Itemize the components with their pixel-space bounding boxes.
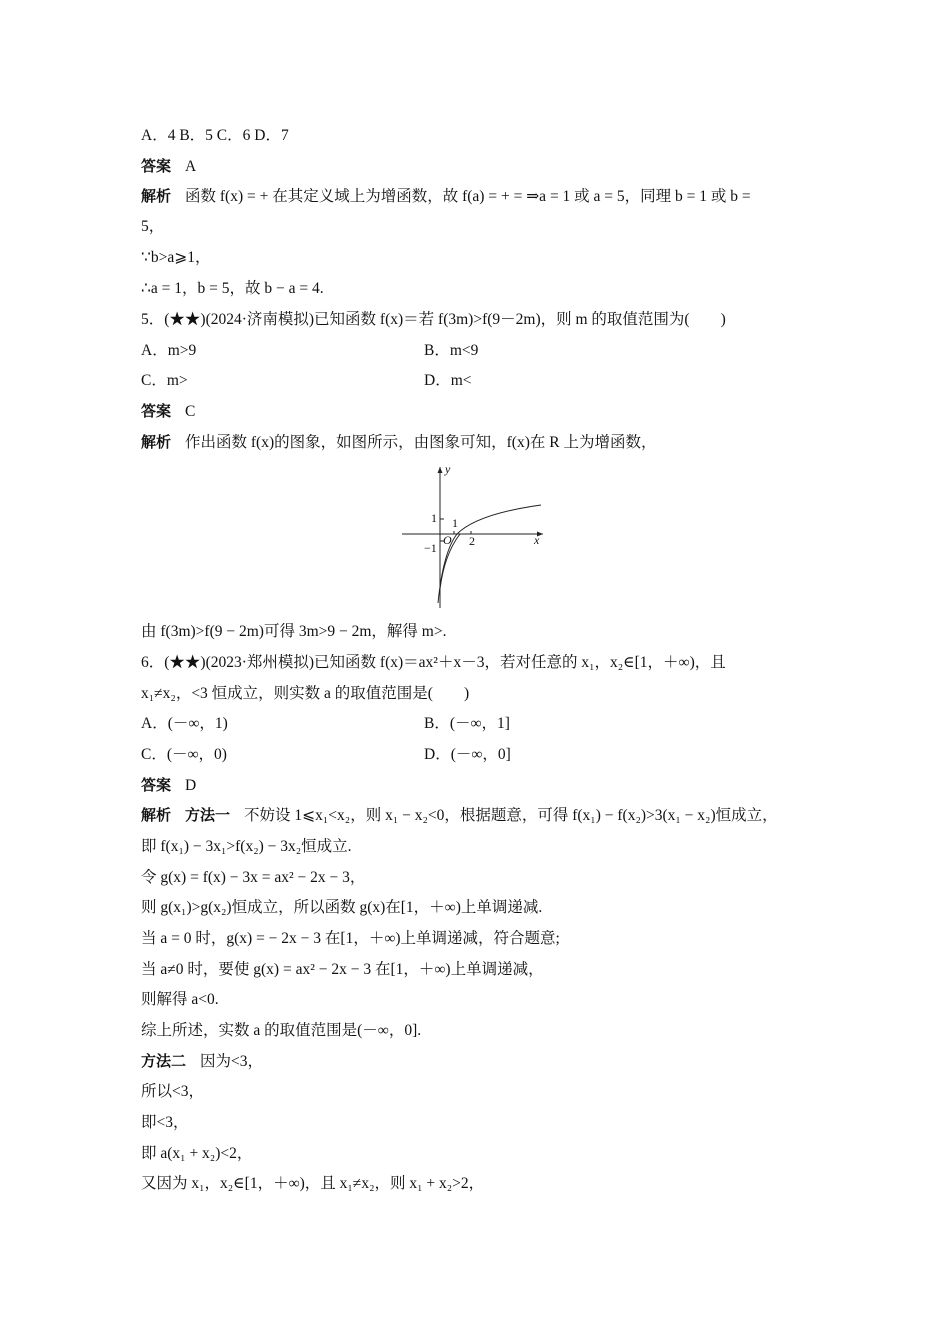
text-line: 当 a = 0 时，g(x) = − 2x − 3 在[1，＋∞)上单调递减，符合题意;	[141, 930, 560, 947]
option-b: B．(－∞，1]	[424, 715, 510, 732]
question-5: 5．(★★)(2024·济南模拟)已知函数 f(x)＝若 f(3m)>f(9－2m)，则 m 的取值范围为( )	[141, 311, 726, 328]
method-2-line	[141, 1052, 263, 1072]
answer-label: 答案	[141, 403, 172, 420]
text-line: 综上所述，实数 a 的取值范围是(－∞，0].	[141, 1022, 422, 1039]
text-line: ∵b>a⩾1，	[141, 249, 211, 266]
text-line: 即 f(x₁) − 3x₁>f(x₂) − 3x₂恒成立.	[141, 838, 352, 855]
option-c: C．m>	[141, 372, 188, 389]
text-line: 则解得 a<0.	[141, 991, 219, 1008]
answer-label: 答案	[141, 158, 172, 175]
answer-value: C	[185, 403, 196, 420]
answer-value: D	[185, 777, 197, 794]
y-label: y	[445, 462, 451, 476]
answer-line-5	[141, 402, 195, 422]
option-b: B．m<9	[424, 342, 479, 359]
option-a: A．m>9	[141, 342, 197, 359]
text-line: 即<3，	[141, 1114, 189, 1131]
function-graph	[398, 461, 548, 611]
option-d: D．(－∞，0]	[424, 746, 511, 763]
analysis-text: 作出函数 f(x)的图象，如图所示，由图象可知，f(x)在 R 上为增函数，	[185, 434, 657, 451]
origin-label: O	[443, 533, 452, 547]
analysis-line-6	[141, 806, 778, 826]
text-line: 又因为 x₁，x₂∈[1，＋∞)，且 x₁≠x₂，则 x₁ + x₂>2，	[141, 1175, 485, 1192]
options-row-4: A．4 B．5 C．6 D．7	[141, 127, 289, 144]
text-line: 即 a(x₁ + x₂)<2，	[141, 1145, 253, 1162]
tick-label-x2: 2	[469, 534, 475, 548]
tick-label-y1: 1	[431, 511, 437, 525]
analysis-text: 函数 f(x) = + 在其定义域上为增函数，故 f(a) = + = ⇒a = 1 或 a = 5，同理 b = 1 或 b =	[185, 188, 751, 205]
answer-label: 答案	[141, 777, 172, 794]
method-2-text: 因为<3，	[200, 1053, 264, 1070]
method-1-label: 方法一	[185, 807, 231, 824]
answer-line-4	[141, 157, 196, 177]
option-a: A．(－∞，1)	[141, 715, 228, 732]
text-line: x₁≠x₂，<3 恒成立，则实数 a 的取值范围是( )	[141, 685, 470, 702]
analysis-text: 不妨设 1⩽x₁<x₂，则 x₁ − x₂<0，根据题意，可得 f(x₁) − f(x₂)>3(x₁ − x₂)恒成立，	[244, 807, 778, 824]
y-axis-arrow	[438, 467, 443, 473]
answer-value: A	[185, 158, 197, 175]
analysis-line-5	[141, 433, 656, 453]
analysis-label: 解析	[141, 807, 172, 824]
analysis-label: 解析	[141, 434, 172, 451]
text-line: ∴a = 1，b = 5，故 b − a = 4.	[141, 280, 324, 297]
text-line: 令 g(x) = f(x) − 3x = ax² − 2x − 3，	[141, 869, 366, 886]
question-6: 6．(★★)(2023·郑州模拟)已知函数 f(x)＝ax²＋x－3，若对任意的 x₁，x₂∈[1，＋∞)，且	[141, 654, 726, 671]
text-line: 当 a≠0 时，要使 g(x) = ax² − 2x − 3 在[1，＋∞)上单调递减，	[141, 961, 544, 978]
text-line: 由 f(3m)>f(9 − 2m)可得 3m>9 − 2m，解得 m>.	[141, 623, 447, 640]
text-line: 则 g(x₁)>g(x₂)恒成立，所以函数 g(x)在[1，＋∞)上单调递减.	[141, 899, 543, 916]
tick-label-ym1: −1	[424, 541, 437, 555]
analysis-label: 解析	[141, 188, 172, 205]
text-line: 所以<3，	[141, 1083, 204, 1100]
answer-line-6	[141, 776, 196, 796]
text-line: 5，	[141, 218, 165, 235]
option-d: D．m<	[424, 372, 472, 389]
x-label: x	[534, 533, 540, 547]
analysis-line-4	[141, 187, 751, 207]
method-2-label: 方法二	[141, 1053, 187, 1070]
tick-label-x1: 1	[452, 516, 458, 530]
option-c: C．(－∞，0)	[141, 746, 227, 763]
